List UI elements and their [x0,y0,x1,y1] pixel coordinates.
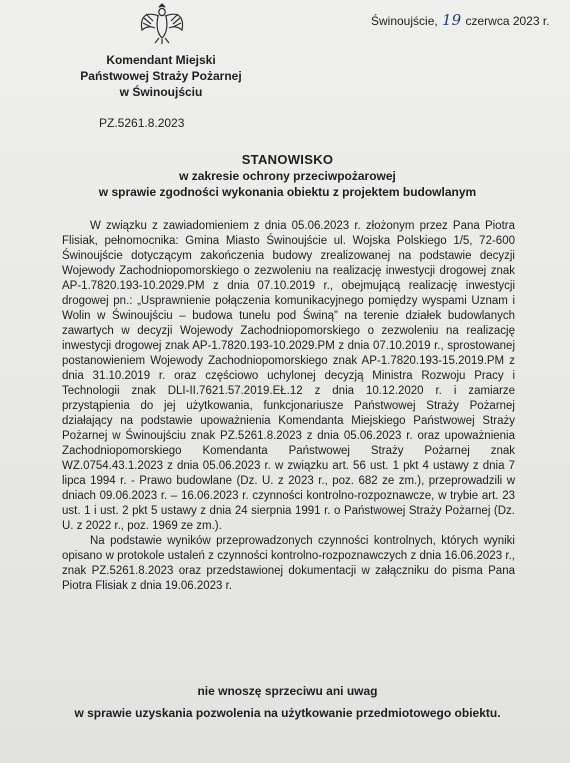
document-body [62,219,515,594]
date-day-handwritten: 19 [442,11,462,29]
white-eagle-emblem-icon [137,0,187,44]
title-line-3: w sprawie zgodności wykonania obiektu z projektem budowlanym [98,185,477,199]
document-date [371,11,550,29]
document-title [90,152,485,200]
decision-line-2: w sprawie uzyskania pozwolenia na użytkowanie przedmiotowego obiektu. [74,706,501,720]
date-rest: czerwca 2023 r. [465,14,550,28]
issuer-block [66,52,256,100]
decision-block [60,683,515,721]
body-paragraph-2: Na podstawie wyników przeprowadzonych czynności kontrolnych, których wyniki opisano w protokole ustaleń z czynności kontrolno-rozpoznawczych z dnia 16.06.2023 r., znak PZ.5261.8.2023 oraz przedstawionej dokumentacji w załączniku do pisma Pana Piotra Flisiak z dnia 19.06.2023 r. [62,535,515,592]
title-line-2: w zakresie ochrony przeciwpożarowej [179,169,396,183]
issuer-line-3: w Świnoujściu [119,85,203,99]
reference-number: PZ.5261.8.2023 [99,116,185,130]
title-line-1: STANOWISKO [241,152,334,167]
issuer-line-1: Komendant Miejski [106,53,216,67]
decision-line-1: nie wnoszę sprzeciwu ani uwag [197,684,378,698]
issuer-line-2: Państwowej Straży Pożarnej [80,69,242,83]
date-place: Świnoujście, [371,14,438,28]
body-paragraph-1: W związku z zawiadomieniem z dnia 05.06.2023 r. złożonym przez Pana Piotra Flisiak, pełnomocnika: Gmina Miasto Świnoujście ul. Wojska Polskiego 1/5, 72-600 Świnoujście dotyczącym zakończenia budowy zrealizowanej na podstawie decyzji Wojewody Zachodniopomorskiego o zezwoleniu na realizację inwestycji drogowej znak AP-1.7820.193-10.2029.PM z dnia 07.10.2019 r., obejmującą realizację inwestycji drogowej pn.: „Usprawnienie połączenia komunikacyjnego pomiędzy wyspami Uznam i Wolin w Świnoujściu – budowa tunelu pod Świną” na terenie działek budowlanych zawartych w decyzji Wojewody Zachodniopomorskiego o zezwoleniu na realizację inwestycji drogowej znak AP-1.7820.193-10.2029.PM z dnia 07.10.2019 r., sprostowanej postanowieniem Wojewody Zachodniopomorskiego znak AP-1.7820.193-15.2019.PM z dnia 31.10.2019 r. oraz częściowo uchylonej decyzją Ministra Rozwoju Pracy i Technologii znak DLI-II.7621.57.2019.EŁ.12 z dnia 10.12.2020 r. i zamiarze przystąpienia do jej użytkowania, funkcjonariusze Państwowej Straży Pożarnej działający na podstawie upoważnienia Komendanta Miejskiego Państwowej Straży Pożarnej w Świnoujściu znak PZ.5261.8.2023 z dnia 05.06.2023 r. oraz upoważnienia Zachodniopomorskiego Komendanta Państwowej Straży Pożarnej znak WZ.0754.43.1.2023 z dnia 05.06.2023 r. w związku art. 56 ust. 1 pkt 4 ustawy z dnia 7 lipca 1994 r. - Prawo budowlane (Dz. U. z 2023 r., poz. 682 ze zm.), przeprowadzili w dniach 09.06.2023 r. – 16.06.2023 r. czynności kontrolno-rozpoznawcze, w trybie art. 23 ust. 1 i ust. 2 pkt 5 ustawy z dnia 24 sierpnia 1991 r. o Państwowej Straży Pożarnej (Dz. U. z 2022 r., poz. 1969 ze zm.). [62,220,515,532]
